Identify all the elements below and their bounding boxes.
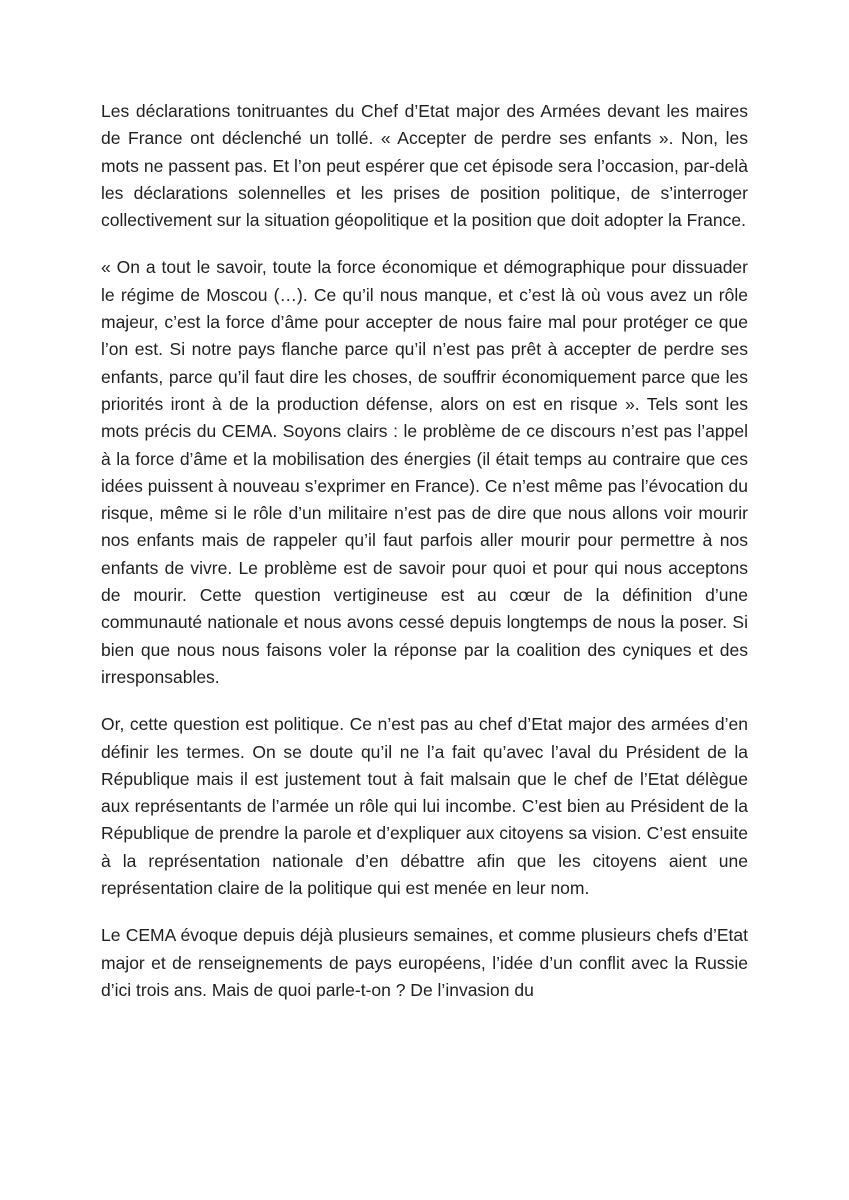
body-text: [101, 98, 748, 1024]
paragraph-2: « On a tout le savoir, toute la force économique et démographique pour dissuader le régime de Moscou (…). Ce qu’il nous manque, et c’est là où vous avez un rôle majeur, c’est la force d’âme pour accepter de nous faire mal pour protéger ce que l’on est. Si notre pays flanche parce qu’il n’est pas prêt à accepter de perdre ses enfants, parce qu’il faut dire les choses, de souffrir économiquement parce que les priorités iront à de la production défense, alors on est en risque ». Tels sont les mots précis du CEMA. Soyons clairs : le problème de ce discours n’est pas l’appel à la force d’âme et la mobilisation des énergies (il était temps au contraire que ces idées puissent à nouveau s’exprimer en France). Ce n’est même pas l’évocation du risque, même si le rôle d’un militaire n’est pas de dire que nous allons voir mourir nos enfants mais de rappeler qu’il faut parfois aller mourir pour permettre à nos enfants de vivre. Le problème est de savoir pour quoi et pour qui nous acceptons de mourir. Cette question vertigineuse est au cœur de la définition d’une communauté nationale et nous avons cessé depuis longtemps de nous la poser. Si bien que nous nous faisons voler la réponse par la coalition des cyniques et des irresponsables.: [101, 257, 748, 687]
paragraph-1: Les déclarations tonitruantes du Chef d’Etat major des Armées devant les maires de France ont déclenché un tollé. « Accepter de perdre ses enfants ». Non, les mots ne passent pas. Et l’on peut espérer que cet épisode sera l’occasion, par-delà les déclarations solennelles et les prises de position politique, de s’interroger collectivement sur la situation géopolitique et la position que doit adopter la France.: [101, 101, 748, 231]
paragraph-3: Or, cette question est politique. Ce n’est pas au chef d’Etat major des armées d’en définir les termes. On se doute qu’il ne l’a fait qu’avec l’aval du Président de la République mais il est justement tout à fait malsain que le chef de l’Etat délègue aux représentants de l’armée un rôle qui lui incombe. C’est bien au Président de la République de prendre la parole et d’expliquer aux citoyens sa vision. C’est ensuite à la représentation nationale d’en débattre afin que les citoyens aient une représentation claire de la politique qui est menée en leur nom.: [101, 714, 748, 899]
paragraph-4: Le CEMA évoque depuis déjà plusieurs semaines, et comme plusieurs chefs d’Etat major et de renseignements de pays européens, l’idée d’un conflit avec la Russie d’ici trois ans. Mais de quoi parle-t-on ? De l’invasion du: [101, 925, 748, 1000]
